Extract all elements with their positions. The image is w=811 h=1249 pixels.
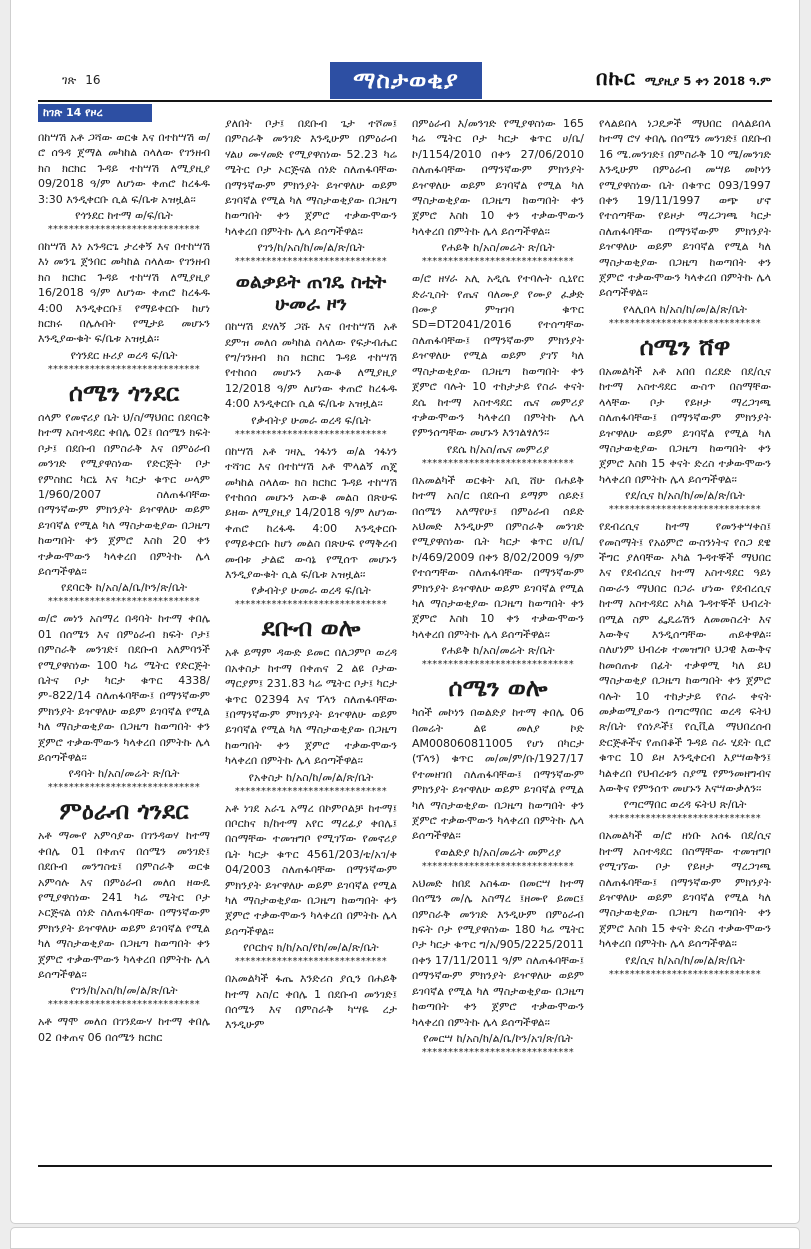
separator-stars: ***************************** <box>234 956 388 968</box>
section-heading: ደቡብ ወሎ <box>261 614 361 643</box>
page-number-label: ገጽ <box>62 73 77 87</box>
separator-stars: ***************************** <box>421 1046 575 1058</box>
separator-stars: ***************************** <box>608 813 762 825</box>
article-paragraph: በአመልካች አቶ አበበ በረደድ በደ/ሲና ከተማ አስተዳደር ውስጥ በስማቸው ላላቸው ቦታ የይዞታ ማረጋገጫ ስለጠፋባቸው፤ በማንኛውም ምክንያት ይዦዋለሁ ወይም ይገባኛል የሚል ካለ ማስታወቂያው በጋዜጣ ከወጣበት ቀን ጀምሮ እስከ 15 ቀናት ድረስ ተቃውሞውን ካላቀረበ በምትኩ ሌላ ይሰጣችዋል፡፡ <box>599 364 771 486</box>
office-signature: የአቀስታ ከ/አስ/ከ/መ/ል/ጽ/ቤት <box>248 770 374 784</box>
article-paragraph: አቶ ማሞ መለሰ በገንደውሃ ከተማ ቀበሌ 02 በቀጠና 06 በሰሜን ክርክር <box>38 1015 210 1044</box>
page-number-value: 16 <box>85 73 101 87</box>
article-paragraph: አቶ ማሙየ አምሳያው በገንዳወሃ ከተማ ቀበሌ 01 በቀጠና በሰሜን መንገድ፤ በደቡብ መንግስቴ፤ በምስራቅ ወርቁ አምሳሉ እና በምዕራብ መለሰ ዘውዴ የሚያዋስነው 241 ካሬ ሜትር ቦታ ኦርጅናል ሰነድ ስለጠፋባቸው በማንኛውም ምክንያት ይዦዋለሁ ወይም ይገባኛል የሚል ካለ ማስታወቂያው በጋዜጣ ከወጣበት ቀን ጀምሮ ተቃውሞውን ካላቀረበ በምትኩ ሌላ ይሰጣችዋል፡፡ <box>38 829 210 982</box>
masthead <box>596 66 771 90</box>
office-signature: የሐይቅ ከ/አስ/መሬት ጽ/ቤት <box>441 644 555 658</box>
page-number <box>62 73 101 88</box>
columns <box>38 104 772 1162</box>
continued-from-label: ከገጽ 14 የዞረ <box>38 104 152 122</box>
office-signature: የደ/ሲና ከ/አስ/ከ/መ/ል/ጽ/ቤት <box>625 953 745 967</box>
header-rule <box>38 100 772 102</box>
column-3 <box>412 104 584 1162</box>
article-paragraph: በከሣሽ እነ አንዳርጌ ታረቀኝ እና በተከሣሽ እነ መንጌ ጀንበር መካከል ስላለው የገንዘብ ክስ ክርክር ጉዳይ ተከሣሽ ለሚያዚያ 16/2018 ዓ/ም ለሆነው ቀጠሮ ከረፋዱ 4:00 እንዲቀርቡ፤ የማይቀርቡ ከሆነ ክርክሩ በሌሉበት የሚታይ መሆኑን እንዲያውቁት ፍ/ቤቱ አዝዟል፡፡ <box>38 240 210 346</box>
office-signature: የደባርቅ ከ/አስ/ል/ቤ/ኮን/ጽ/ቤት <box>60 581 188 595</box>
office-signature: የቃብትያ ሁመራ ወረዳ ፍ/ቤት <box>251 584 371 598</box>
article-paragraph: ካሰች መኮነን በወልድያ ከተማ ቀበሌ 06 በመሬት ልዩ መለያ ኮድ AM008060811005 የሆነ በካርታ (ፕላን) ቁጥር መ/መ/ም/ቡ/1927/17 የተመዘገበ ስለጠፋባቸው፤ በማንኛውም ምክንያት ይዦዋለሁ ወይም ይገባኛል የሚል ካለ ማስታወቂያው በጋዜጣ ከወጣበት ቀን ጀምሮ ተቃውሞውን ካላቀረበ በምትኩ ሌላ ይሰጣችዋል፡፡ <box>412 706 584 843</box>
article-paragraph: ሰላም የመኖሪያ ቤት ህ/ስ/ማህበር በደባርቅ ከተማ አስተዳደር ቀበሌ 02፤ በሰሜን ክፍት ቦታ፤ በደቡብ በምስራቅ እና በምዕራብ መንገድ የሚያዋስነው የድርጅት ቦታ የምስክር ካርኒ እና ካርታ ቁጥር ሠላም 1/960/2007 ስለጠፋባቸው በማንኛውም ምክንያት ይዦዋለሁ ወይም ይገባኛል የሚል ካለ ማስታወቂያው በጋዜጣ ከወጣበት ቀን ጀምሮ እስከ 20 ቀን ተቃውሞውን ካላቀረበ በምትኩ ሌላ ይሰጣችዋል፡፡ <box>38 410 210 578</box>
separator-stars: ***************************** <box>421 457 575 469</box>
section-heading: ሰሜን ወሎ <box>448 674 548 703</box>
office-signature: የዳባት ከ/አስ/መሬት ጽ/ቤት <box>68 767 180 781</box>
office-signature: የቃብትያ ሁመራ ወረዳ ፍ/ቤት <box>251 413 371 427</box>
article-paragraph: ወ/ሮ መነን አስማረ በዳባት ከተማ ቀበሌ 01 በሰሜን እና በምዕራብ ክፍት ቦታ፤ በምስራቅ መንገድ፣ በደቡብ አለምባንች የሚያዋስነው 100 ካሬ ሜትር የድርጅት ቤትና ቦታ ካርታ ቁጥር 4338/ም-822/14 ስለጠፋባቸው፤ በማንኛውም ምክንያት ይዦዋለሁ ወይም ይገባኛል የሚል ካለ ማስታወቂያው በጋዜጣ ከወጣበት ቀን ጀምሮ ተቃውሞውን ካላቀረበ በምትኩ ሌላ ይሰጣችዋል፡፡ <box>38 612 210 764</box>
article-paragraph: በአመልካች ወርቁት አቢ ሸሁ በሐይቅ ከተማ አስ/ር በደቡብ ይማም ሰይድ፤ በሰሜን አለማየሁ፤ በምዕራብ ሰይድ አህመድ እንዲሁም በምስራቅ መንገድ የሚያዋስነው ቤት ካርታ ቁጥር ሀ/ቤ/ኮ/469/2009 በቀን 8/02/2009 ዓ/ም የተሰጣቸው ስለጠፋባቸው በማንኛውም ምክንያት ይዦዋለሁ ወይም ይገባኛል የሚል ካለ ማስታወቂያው በጋዜጣ ከወጣበት ቀን ጀምሮ እስከ 10 ቀን ተቃውሞውን ካላቀረበ በምትኩ ሌላ ይሰጣችዋል፡፡ <box>412 473 584 641</box>
separator-stars: ***************************** <box>47 363 201 375</box>
column-2 <box>225 104 397 1162</box>
separator-stars: ***************************** <box>234 599 388 611</box>
separator-stars: ***************************** <box>47 596 201 608</box>
separator-stars: ***************************** <box>234 256 388 268</box>
article-paragraph: አህመድ ከበደ አስፋው በመርሣ ከተማ በሰሜን መ/ሌ አስማረ ፤ዘሙየ ይመር፤ በምስራቅ መንገድ እንዲሁም በምዕራብ ክፍት ቦታ የሚያዋስነው 180 ካሬ ሜትር ቦታ ካርታ ቁጥር ግ/አ/905/2225/2011 በቀን 17/11/2011 ዓ/ም ስለጠፋባቸው፤ በማንኛውም ምክንያት ይዦዋለሁ ወይም ይገባኛል የሚል ካለ ማስታወቂያው በጋዜጣ ከወጣበት ቀን ጀምሮ ተቃውሞውን ካላቀረበ በምትኩ ሌላ ይሰጣችዋል፡፡ <box>412 876 584 1029</box>
separator-stars: ***************************** <box>608 504 762 516</box>
masthead-title: በኩር <box>595 66 636 90</box>
office-signature: የጎንደር ከተማ ወ/ፍ/ቤት <box>75 209 173 223</box>
article-paragraph: ያለበት ቦታ፤ በደቡብ ጌታ ተሾመ፤ በምስራቅ መንገድ እንዲሁም በምዕራብ ሃልሀ ሙሃመድ የሚያዋስነው 52.23 ካሬ ሜትር ቦታ ኦርጅናል ሰነድ ስለጠፋባቸው በማንኛውም ምክንያት ይዦዋለሁ ወይም ይገባኛል የሚል ካለ ማስታወቂያው በጋዜጣ ከወጣበት ቀን ጀምሮ ተቃውሞውን ካላቀረበ በምትኩ ሌላ ይሰጣችዋል፡፡ <box>225 117 397 238</box>
article-paragraph: በምዕራብ እ/መንገድ የሚያዋስነው 165 ካሬ ሜትር ቦታ ካርታ ቁጥር ሀ/ቤ/ኮ/1154/2010 በቀን 27/06/2010 ስለጠፋባቸው በማንኛውም ምክንያት ይዦዋለሁ ወይም ይገባኛል የሚል ካለ ማስታወቂያው በጋዜጣ ከወጣበት ቀን ጀምሮ እስከ 10 ቀን ተቃውሞውን ካላቀረበ በምትኩ ሌላ ይሰጣችዋል፡፡ <box>412 117 584 238</box>
separator-stars: ***************************** <box>234 785 388 797</box>
article-paragraph: አቶ ይማም ዳውድ ይመር በለጋምቦ ወረዳ በአቀስታ ከተማ በቀጠና 2 ልዩ ቦታው ማርያም፤ 231.83 ካሬ ሜትር ቦታ፤ ካርታ ቁጥር 02394 እና ፕላን ስለጠፋባቸው ፤በማንኛውም ምክንያት ይዦዋለሁ ወይም ይገባኛል የሚል ካለ ማስታወቂያው በጋዜጣ ከወጣበት ቀን ጀምሮ ተቃውሞውን ካላቀረበ በምትኩ ሌላ ይሰጣችዋል፡፡ <box>225 646 397 768</box>
issue-date: ሚያዚያ 5 ቀን 2018 ዓ.ም <box>644 74 771 88</box>
separator-stars: ***************************** <box>421 860 575 872</box>
article-paragraph: በአመልካች ወ/ሮ ዘነቡ አሰፋ በደ/ሲና ከተማ አስተዳደር በስማቸው ተመዝግቦ የሚገኘው ቦታ የይዞታ ማረጋገጫ ስለጠፋባቸው፤ በማንኛውም ምክንያት ይዦዋለሁ ወይም ይገባኛል የሚል ካለ ማስታወቂያው በጋዜጣ ከወጣበት ቀን ጀምሮ እስከ 15 ቀናት ድረስ ተቃውሞውን ካላቀረበ በምትኩ ሌላ ይሰጣችዋል፡፡ <box>599 829 771 951</box>
office-signature: የመርሣ ከ/አስ/ከ/ል/ቤ/ኮን/አገ/ጽ/ቤት <box>423 1031 573 1045</box>
office-signature: የላሊበላ ከ/አስ/ከ/መ/ል/ጽ/ቤት <box>623 302 747 316</box>
column-1 <box>38 104 210 1162</box>
column-4 <box>599 104 771 1162</box>
office-signature: የቦርከና ክ/ከ/አስ/የከ/መ/ል/ጽ/ቤት <box>243 941 379 955</box>
office-signature: የገን/ከ/አስ/ከ/መ/ል/ጽ/ቤት <box>70 984 178 998</box>
office-signature: የደሴ ከ/አስ/ጤና መምሪያ <box>446 442 550 456</box>
office-signature: የጎንደር ዙሪያ ወረዳ ፍ/ቤት <box>70 348 178 362</box>
separator-stars: ***************************** <box>421 659 575 671</box>
article-paragraph: የላልይበላ ነጋዴዎች ማህበር በላልይበላ ከተማ ሮሃ ቀበሌ በሰሜን መንገድ፤ በደቡብ 16 ሜ.መንገድ፤ በምስራቅ 10 ሜ/መንገድ እንዲሁም በምዕራብ መሣይ መኮነን የሚያዋስነው ቤት በቁጥር 093/1997 በቀን 19/11/1997 ወጭ ሆኖ የተሰጣቸው የይዞታ ማረጋገጫ ካርታ ስለጠፋባቸው በማንኛውም ምክንያት ይዦዋለሁ ወይም ይገባኛል የሚል ካለ ማስታወቂያው በጋዜጣ ከወጣበት ቀን ጀምሮ ተቃውሞውን ካላቀረበ በምትኩ ሌላ ይሰጣችዋል፡፡ <box>599 117 771 300</box>
separator-stars: ***************************** <box>421 256 575 268</box>
section-heading: ሰሜን ሸዋ <box>639 332 731 361</box>
office-signature: የደ/ሲና ከ/አስ/ከ/መ/ል/ጽ/ቤት <box>625 489 745 503</box>
separator-stars: ***************************** <box>234 428 388 440</box>
footer-rule <box>38 1165 772 1167</box>
section-heading: ሰሜን ጎንደር <box>68 378 180 407</box>
separator-stars: ***************************** <box>47 782 201 794</box>
article-paragraph: የደብረሲና ከተማ የመንቀሣቀስ፤ የመስማት፤ የአዕምሮ ውስንነትና የስጋ ደዌ ችግር ያለባቸው አካል ጉዳተኞች ማህበር እና የደብረሲና ከተማ አስተዳደር ዓይነ ስውራን ማህበር በጋራ ሆነው የደብረሲና ከተማ አስተዳደር አካል ጉዳተኞች ህብረት በሚል ስም ፌዴሬሽን ለመመስረት እና እውቅና እንዲሰጣቸው ጠይቀዋል፡፡ ስለሆነም ህብረቱ ተመዝግቦ ህጋዊ እውቅና ከመሰጠቱ በፊት ተቃዋሚ ካለ ይህ ማስታወቂያ በጋዜጣ ከወጣበት ቀን ጀምሮ ባሉት 10 ተከታታይ የስራ ቀናት መቃወሚያውን በጣርማበር ወረዳ ፍትህ ጽ/ቤት የሰነዶች፤ የሲቪል ማህበረሰብ ድርጅቶችና የጠበቆች ጉዳይ ስራ ሂደት ቢሮ ቁጥር 10 ይዞ እንዲቀርብ እያሣወቅን፤ ካልቀረበ የህብረቱን ስያሜ የምንመዘግብና እውቅና የምንሰጥ መሆኑን እናሣውቃለን፡፡ <box>599 520 771 796</box>
article-paragraph: ወ/ሮ ዘሃራ አሊ አዲሴ የተባሉት ሲኒየር ድራጊስት የጤና ባለሙያ የሙያ ፈቃድ በሙያ ምዝገባ ቁጥር SD=DT2041/2016 የተሰጣቸው ስለጠፋባቸው፤ በማንኛውም ምክንያት ይዦዋለሁ የሚል ወይም ያገኘ ካለ ማስታወቂያው በጋዜጣ ከወጣበት ቀን ጀምሮ ባሉት 10 ተከታታይ የስራ ቀናት ደሴ ከተማ አስተዳደር ጤና መምሪያ ተቃውሞውን ካላቀረበ በምትኩ ሌላ የምንሰጣቸው መሆኑን እንገልፃለን፡፡ <box>412 272 584 440</box>
section-banner: ማስታወቂያ <box>330 62 482 99</box>
article-paragraph: በአመልካች ፋጤ እንድሪስ ያሲን በሐይቅ ከተማ አስ/ር ቀበሌ 1 በደቡብ መንገድ፤ በሰሜን እና በምስራቅ ካሣዬ ረታ እንዲሁም <box>225 972 397 1032</box>
article-paragraph: በከሣሽ አቶ ጋሻው ወርቁ እና በተከሣሽ ወ/ሮ ሰዓዳ ጀማል መካከል ስላለው የገንዘብ ክስ ክርክር ጉዳይ ተከሣሽ ለሚያዚያ 09/2018 ዓ/ም ለሆነው ቀጠሮ ከረፋዱ 3:30 እንዲቀርቡ ሲል ፍ/ቤቱ አዝዟል፡፡ <box>38 131 210 206</box>
article-paragraph: አቶ ነገደ አራጌ አማረ በኮምቦልቻ ከተማ፤ በቦርከና ክ/ከተማ አየር ማረፊያ ቀበሌ፤ በስማቸው ተመዝግቦ የሚገኘው የመኖሪያ ቤት ካርታ ቁጥር 4561/203/ቴ/አገ/ቀ 04/2003 ስለጠፋባቸው በማንኛውም ምክንያት ይዦዋለሁ ወይም ይገባኛል የሚል ካለ ማስታወቂያው በጋዜጣ ከወጣበት ቀን ጀምሮ ተቃውሞውን ካላቀረበ በምትኩ ሌላ ይሰጣችዋል፡፡ <box>225 801 397 938</box>
article-paragraph: በከሣሽ አቶ ገዛኢ ጎፋነን ወ/ል ጎፋነን ተሻገር እና በተከሣሽ አቶ ሞላልኝ ጠጄ መካከል ስላለው ክስ ክርክር ጉዳይ ተከሣሽ የተከሰሰ መሆኑን አውቆ መልስ በጽሁፍ ይዘው ለሚያዚያ 14/2018 ዓ/ም ለሆነው ቀጠሮ ከረፋዱ 4:00 እንዲቀርቡ የማይቀርቡ ከሆነ መልስ በጽሁፍ የማቅረብ መብቱ ታልፎ ውሳኔ የሚሰጥ መሆኑን እንዲያውቁት ሲል ፍ/ቤቱ አዝዟል፡፡ <box>225 444 397 581</box>
separator-stars: ***************************** <box>608 317 762 329</box>
office-signature: የጣርማበር ወረዳ ፍትህ ጽ/ቤት <box>623 798 747 812</box>
office-signature: የገን/ከ/አስ/ከ/መ/ል/ጽ/ቤት <box>257 241 365 255</box>
separator-stars: ***************************** <box>47 224 201 236</box>
article-paragraph: በከሣሽ ደሃለኝ ጋሹ እና በተከሣሽ አቶ ደምዝ መለሰ መካከል ስላለው የፍታብሔር የግ/ገንዘብ ክስ ክርክር ጉዳይ ተከሣሽ የተከሰሰ መሆኑን አውቆ ለሚያዚያ 12/2018 ዓ/ም ለሆነው ቀጠሮ ከረፋዱ 4:00 እንዲቀርቡ ሲል ፍ/ቤቱ አዝዟል፡፡ <box>225 320 397 411</box>
office-signature: የወልድያ ከ/አስ/መሬት መምሪያ <box>434 845 562 859</box>
section-heading: ምዕራብ ጎንደር <box>59 797 189 826</box>
separator-stars: ***************************** <box>47 999 201 1011</box>
separator-stars: ***************************** <box>608 968 762 980</box>
section-heading: ወልቃይት ጠገዴ ስቲት ሁመራ ዞን <box>235 271 387 316</box>
office-signature: የሐይቅ ከ/አስ/መሬት ጽ/ቤት <box>441 241 555 255</box>
